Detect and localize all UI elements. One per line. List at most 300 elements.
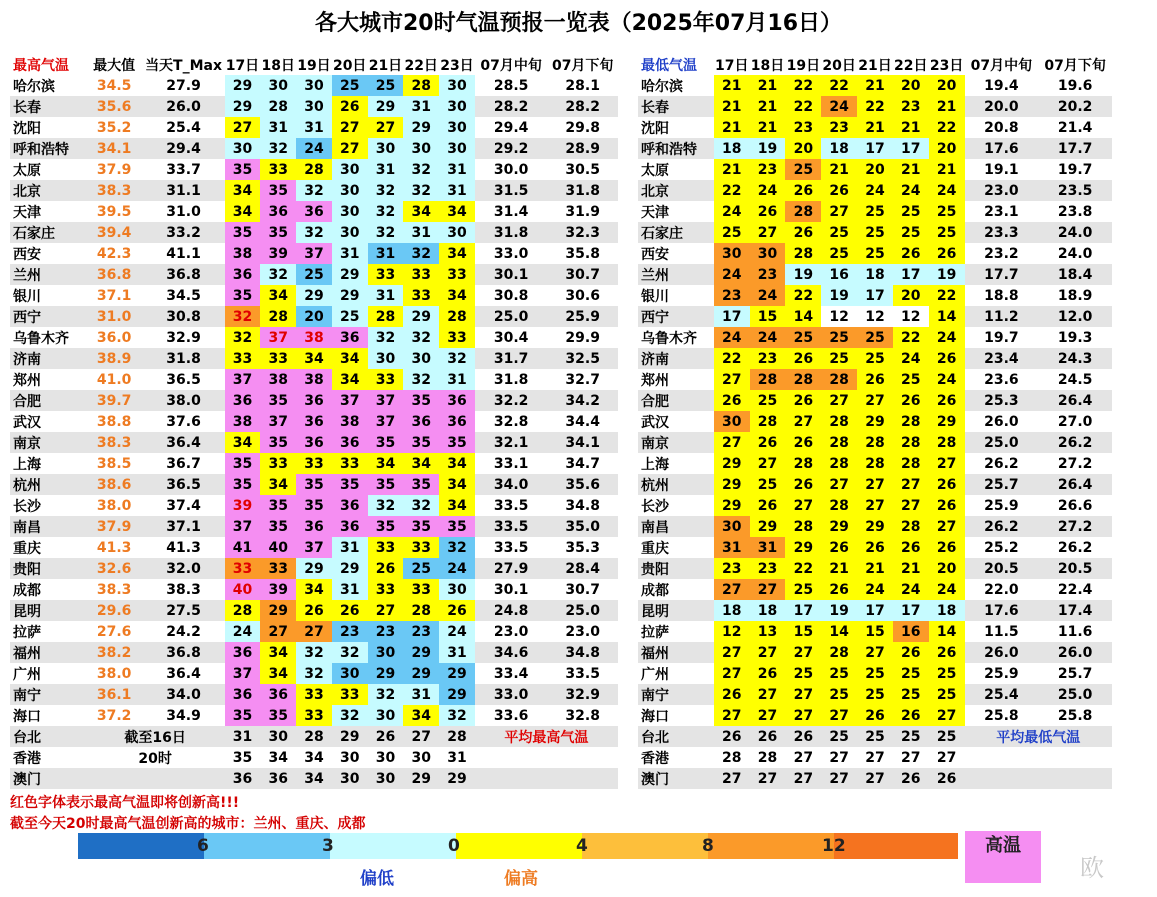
footnote-cell [86,768,225,789]
min-temp-cell: 26 [929,768,965,789]
min-temp-cell: 28 [821,642,857,663]
min-temp-cell: 26 [714,726,750,747]
mid-month-min-value: 25.7 [965,474,1039,495]
max-temp-cell: 30 [375,749,396,766]
city-name: 太原 [641,162,669,179]
min-temp-cell: 25 [929,201,965,222]
city-name: 海口 [13,708,41,725]
min-temp-cell: 25 [893,201,929,222]
late-month-min-value: 17.7 [1038,138,1112,159]
table-row [10,747,618,768]
mid-month-min-value: 17.7 [965,264,1039,285]
mid-month-value: 31.8 [475,222,548,243]
max-temp-cell: 36 [225,390,261,411]
max-temp-cell: 32 [403,243,439,264]
min-temp-cell: 24 [750,285,786,306]
late-month-min-value [1038,747,1112,768]
city-name: 太原 [13,162,41,179]
max-temp-cell: 35 [225,159,261,180]
min-temp-cell: 27 [821,768,857,789]
max-temp-cell: 36 [332,327,368,348]
min-temp-cell: 21 [714,159,750,180]
city-name: 昆明 [638,600,714,621]
city-name: 银川 [13,288,41,305]
max-temp-cell: 31 [403,96,439,117]
min-temp-cell: 17 [714,306,750,327]
min-temp-cell: 23 [714,285,750,306]
max-temp-cell: 31 [368,285,404,306]
max-temp-cell: 34 [439,243,475,264]
min-temp-cell: 20 [929,75,965,96]
table-row [10,201,618,222]
mid-month-value: 28.5 [493,77,529,94]
late-month-value: 29.9 [565,329,600,346]
min-temp-cell: 26 [821,180,857,201]
max-temp-cell: 32 [332,705,368,726]
today-max-value: 36.5 [143,474,225,495]
city-name: 澳门 [638,768,714,789]
min-temp-cell: 31 [714,537,750,558]
min-temp-cell: 12 [857,306,893,327]
today-max-value: 38.3 [166,581,201,598]
record-max-value: 32.6 [86,558,143,579]
table-row [638,684,1112,705]
record-max-value: 37.1 [96,287,132,304]
min-temp-cell: 29 [857,411,893,432]
table-row [10,726,618,747]
late-month-value: 35.8 [565,245,600,262]
min-temp-cell: 26 [785,432,821,453]
mid-month-min-value: 18.8 [984,287,1019,304]
max-temp-cell: 37 [296,243,332,264]
min-temp-cell: 27 [793,749,814,766]
max-temp-cell: 35 [225,285,261,306]
max-temp-cell: 29 [368,96,404,117]
min-temp-cell: 27 [857,390,893,411]
late-month-value: 32.9 [547,684,618,705]
min-temp-cell: 26 [750,201,786,222]
max-temp-cell: 34 [260,642,296,663]
table-row [10,495,618,516]
late-month-min-value: 27.2 [1038,516,1112,537]
late-month-min-value: 23.8 [1057,203,1093,220]
column-header: 最高气温 [13,57,69,74]
min-temp-cell: 19 [821,285,857,306]
max-temp-cell: 32 [296,222,332,243]
max-temp-cell: 33 [439,327,475,348]
mid-month-value: 33.0 [493,245,529,262]
min-temp-cell: 29 [714,474,750,495]
late-month-value: 30.5 [565,161,600,178]
mid-month-min-value: 23.1 [984,203,1019,220]
min-temp-cell: 26 [750,663,786,684]
late-month-min-value: 19.3 [1057,329,1093,346]
max-temp-cell: 27 [332,138,368,159]
late-month-value: 32.7 [565,371,600,388]
min-temp-cell: 12 [714,621,750,642]
min-temp-cell: 27 [821,390,857,411]
today-max-value: 27.5 [143,600,225,621]
footnote-cell: 截至16日 [86,726,225,747]
city-name: 呼和浩特 [638,138,714,159]
city-name: 澳门 [10,768,86,789]
max-temp-cell: 40 [260,537,296,558]
max-temp-cell: 30 [260,75,296,96]
max-temp-cell: 35 [403,474,439,495]
max-temp-cell: 32 [403,369,439,390]
min-temp-cell: 25 [821,663,857,684]
max-temp-cell: 37 [368,411,404,432]
max-temp-cell: 24 [439,621,475,642]
legend-label-4: 4 [576,836,588,856]
max-temp-cell: 32 [403,327,439,348]
min-temp-cell: 26 [893,390,929,411]
max-temp-cell: 32 [368,180,404,201]
max-temp-cell: 33 [332,453,368,474]
max-temp-cell: 28 [439,306,475,327]
city-name: 长春 [10,96,86,117]
late-month-min-value: 24.0 [1057,245,1093,262]
city-name: 重庆 [641,540,669,557]
city-name: 天津 [641,204,669,221]
min-temp-cell: 27 [714,369,750,390]
max-temp-cell: 33 [439,264,475,285]
min-temp-cell: 22 [785,285,821,306]
max-temp-cell: 30 [332,159,368,180]
city-name: 香港 [641,750,669,767]
min-temp-cell: 25 [785,327,821,348]
min-temp-cell: 25 [857,243,893,264]
max-temp-cell: 34 [439,201,475,222]
max-temp-cell: 32 [368,327,404,348]
min-temp-cell: 28 [929,432,965,453]
today-max-value: 33.2 [143,222,225,243]
min-temp-cell: 24 [893,180,929,201]
table-row [638,75,1112,96]
min-temp-cell: 26 [821,579,857,600]
late-month-min-value: 18.9 [1057,287,1093,304]
min-temp-cell: 25 [893,369,929,390]
today-max-value: 32.0 [143,558,225,579]
max-temp-cell: 31 [368,159,404,180]
late-month-value: 25.9 [547,306,618,327]
min-temp-cell: 21 [893,159,929,180]
record-max-value: 38.9 [86,348,143,369]
city-name: 沈阳 [641,120,669,137]
mid-month-min-value: 20.8 [984,119,1019,136]
late-month-value [547,768,618,789]
min-temp-cell: 25 [893,684,929,705]
min-temp-cell: 25 [785,579,821,600]
city-name: 昆明 [10,600,86,621]
max-temp-cell: 35 [296,474,332,495]
min-temp-cell: 27 [750,453,786,474]
mid-month-min-value: 19.4 [984,77,1019,94]
min-temp-cell: 28 [821,369,857,390]
page-title: 各大城市20时气温预报一览表（2025年07月16日） [314,11,843,36]
mid-month-value: 25.0 [475,306,548,327]
max-temp-cell: 35 [260,222,296,243]
min-temp-cell: 18 [929,600,965,621]
record-max-value: 29.6 [86,600,143,621]
max-temp-cell: 28 [403,600,439,621]
table-row [638,96,1112,117]
late-month-min-value: 26.0 [1038,642,1112,663]
today-max-value: 31.1 [143,180,225,201]
mid-month-value: 28.2 [475,96,548,117]
table-row [638,495,1112,516]
min-temp-cell: 26 [714,390,750,411]
min-temp-cell: 21 [714,75,750,96]
city-name: 合肥 [638,390,714,411]
min-temp-cell: 25 [821,327,857,348]
mid-month-min-value: 11.2 [965,306,1039,327]
column-header: 21日 [858,57,892,74]
late-month-value: 31.8 [547,180,618,201]
legend-seg-dark-orange [834,833,958,859]
min-temp-cell: 23 [750,348,786,369]
mid-month-min-value: 23.6 [984,371,1019,388]
mid-month-min-value: 20.5 [965,558,1039,579]
max-temp-cell: 28 [403,75,439,96]
min-temp-cell: 26 [929,537,965,558]
max-temp-cell: 30 [439,75,475,96]
min-temp-cell: 27 [893,495,929,516]
city-name: 哈尔滨 [641,78,683,95]
late-month-min-value: 12.0 [1038,306,1112,327]
max-temp-cell: 31 [447,749,467,766]
min-temp-cell: 26 [714,684,750,705]
late-month-value: 29.8 [565,119,600,136]
max-temp-cell: 23 [332,621,368,642]
min-temp-cell: 17 [857,600,893,621]
record-max-value: 37.9 [86,516,143,537]
legend-seg-amber [582,833,708,859]
min-temp-cell: 27 [785,768,821,789]
mid-month-min-value: 17.6 [965,138,1039,159]
record-max-value: 38.5 [96,455,132,472]
min-temp-cell: 21 [714,117,750,138]
max-temp-cell: 36 [332,516,368,537]
min-temp-cell: 28 [857,432,893,453]
max-temp-cell: 30 [368,642,404,663]
city-name: 乌鲁木齐 [13,330,69,347]
min-temp-cell: 25 [821,726,857,747]
table-row [10,138,618,159]
city-name: 天津 [13,204,41,221]
legend-high-label: 偏高 [504,869,538,889]
column-header: 最大值 [93,57,136,74]
table-row [638,117,1112,138]
mid-month-value: 32.2 [475,390,548,411]
min-temp-cell: 25 [929,726,965,747]
legend-seg-orange [708,833,834,859]
max-temp-cell: 32 [296,642,332,663]
late-month-min-value: 17.4 [1038,600,1112,621]
city-name: 台北 [10,726,86,747]
mid-month-value: 33.1 [493,455,529,472]
table-row [638,159,1112,180]
mid-month-value: 33.0 [475,684,548,705]
record-max-value: 39.7 [86,390,143,411]
min-temp-cell: 24 [893,348,929,369]
max-temp-cell: 27 [225,117,261,138]
min-temp-cell: 24 [714,264,750,285]
mid-month-value: 29.2 [475,138,548,159]
min-temp-cell: 27 [929,516,965,537]
min-temp-cell: 22 [893,327,929,348]
mid-month-value: 33.5 [475,516,548,537]
record-max-value: 38.6 [86,474,143,495]
record-note: 红色字体表示最高气温即将创新高!!! [10,795,240,811]
city-name: 兰州 [638,264,714,285]
late-month-value: 25.0 [547,600,618,621]
late-month-value: 32.3 [547,222,618,243]
mid-month-value: 31.5 [475,180,548,201]
min-temp-cell: 27 [865,749,885,766]
min-temp-cell: 24 [714,201,750,222]
city-name: 南宁 [10,684,86,705]
min-temp-cell: 28 [821,495,857,516]
max-temp-cell: 30 [225,138,261,159]
max-temp-cell: 29 [439,684,475,705]
max-temp-cell: 38 [296,369,332,390]
min-temp-cell: 17 [857,285,893,306]
min-temp-cell: 22 [785,558,821,579]
record-max-value: 38.3 [96,581,132,598]
min-temp-cell: 27 [750,684,786,705]
record-max-value: 39.4 [86,222,143,243]
max-temp-cell: 35 [225,453,261,474]
min-temp-cell: 26 [785,390,821,411]
table-row [10,474,618,495]
max-temp-cell: 29 [296,558,332,579]
max-temp-cell: 31 [403,222,439,243]
min-temp-cell: 20 [929,558,965,579]
late-month-value: 32.5 [547,348,618,369]
max-temp-cell: 32 [260,264,296,285]
mid-month-min-value: 25.2 [984,539,1019,556]
max-temp-cell: 29 [403,768,439,789]
max-temp-cell: 29 [403,117,439,138]
max-temp-cell: 36 [332,432,368,453]
today-max-value: 30.8 [143,306,225,327]
min-temp-cell: 25 [750,390,786,411]
min-temp-cell: 25 [750,474,786,495]
table-row [638,474,1112,495]
late-month-min-value: 23.5 [1038,180,1112,201]
table-row [10,642,618,663]
footnote-cell: 20时 [138,750,172,767]
min-temp-cell: 22 [785,96,821,117]
mid-month-value: 32.8 [493,413,529,430]
late-month-min-value: 22.4 [1057,581,1093,598]
min-temp-cell: 28 [785,516,821,537]
table-row [10,390,618,411]
max-temp-cell: 30 [368,348,404,369]
max-temp-cell: 34 [296,579,332,600]
min-temp-cell: 27 [750,768,786,789]
min-temp-cell: 19 [750,138,786,159]
max-temp-cell: 34 [403,453,439,474]
max-temp-cell: 32 [368,684,404,705]
min-temp-cell: 27 [857,768,893,789]
late-month-value: 28.2 [547,96,618,117]
mid-month-value: 27.9 [475,558,548,579]
max-temp-cell: 35 [368,432,404,453]
max-temp-cell: 33 [368,264,404,285]
table-row [638,180,1112,201]
city-name: 南宁 [638,684,714,705]
table-row [10,348,618,369]
min-temp-cell: 17 [893,138,929,159]
table-row [10,537,618,558]
max-temp-cell: 39 [225,495,261,516]
mid-month-value: 23.0 [493,623,529,640]
legend-seg-blue [204,833,330,859]
city-name: 西宁 [638,306,714,327]
city-name: 杭州 [10,474,86,495]
max-temp-cell: 34 [260,285,296,306]
min-temp-cell: 25 [821,222,857,243]
min-temp-cell: 25 [857,726,893,747]
min-temp-cell: 22 [857,96,893,117]
min-temp-cell: 15 [750,306,786,327]
mid-month-value: 30.1 [493,581,529,598]
min-temp-cell: 26 [785,474,821,495]
max-temp-cell: 37 [225,369,261,390]
min-temp-cell: 21 [857,558,893,579]
record-max-value: 35.2 [96,119,132,136]
max-temp-cell: 35 [225,474,261,495]
today-max-value: 32.9 [166,329,201,346]
min-temp-cell: 21 [929,159,965,180]
max-temp-cell: 37 [368,390,404,411]
min-temp-cell: 22 [929,117,965,138]
late-month-value: 34.1 [547,432,618,453]
max-temp-cell: 36 [225,684,261,705]
city-name: 武汉 [13,414,41,431]
min-temp-cell: 28 [785,369,821,390]
city-name: 郑州 [641,372,669,389]
mid-month-min-value: 19.7 [984,329,1019,346]
max-temp-cell: 38 [296,327,332,348]
min-temp-cell: 27 [857,474,893,495]
min-temp-cell: 24 [893,579,929,600]
max-temp-cell: 34 [439,495,475,516]
min-temp-cell: 21 [714,96,750,117]
legend-seg-cyan [330,833,456,859]
min-temp-cell: 19 [929,264,965,285]
legend-label-12: 12 [822,836,846,856]
max-temp-cell: 31 [225,726,261,747]
mid-month-value: 33.6 [493,707,529,724]
mid-month-value: 24.8 [475,600,548,621]
max-temp-cell: 28 [296,159,332,180]
late-month-min-value: 18.4 [1038,264,1112,285]
min-temp-cell: 26 [857,369,893,390]
record-max-value: 38.3 [86,180,143,201]
min-temp-cell: 26 [785,222,821,243]
min-temp-cell: 28 [750,369,786,390]
min-temp-cell: 25 [821,243,857,264]
city-name: 西安 [13,246,41,263]
min-temp-cell: 25 [929,663,965,684]
max-temp-cell: 33 [368,369,404,390]
min-temp-cell: 29 [821,516,857,537]
max-temp-cell: 36 [260,684,296,705]
min-temp-cell: 22 [785,75,821,96]
